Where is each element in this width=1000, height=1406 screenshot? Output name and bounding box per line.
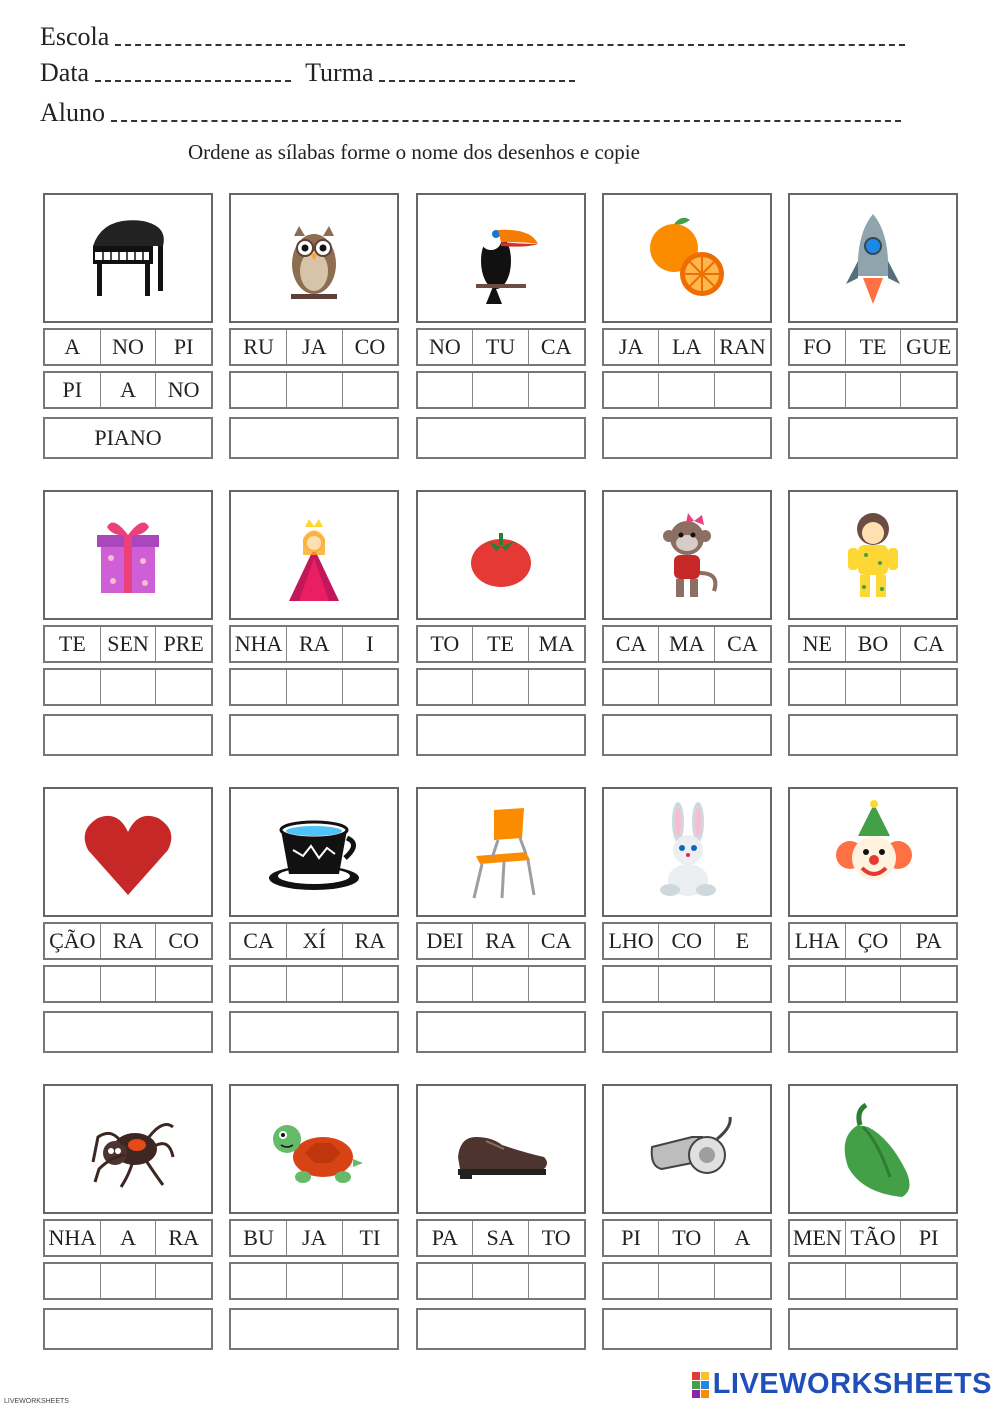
syllable-cell: BU [231,1221,287,1255]
syllable-cell: XÍ [287,924,343,958]
date-label: Data [40,58,90,87]
syllable-cell: TO [418,627,474,661]
ordered-syllable-input[interactable] [473,373,529,407]
syllable-cell: JA [604,330,660,364]
cup-icon [259,800,369,905]
ordered-syllable-input[interactable] [45,670,101,704]
syllable-cell: MA [659,627,715,661]
exercise-card [602,787,772,1063]
picture-box [788,490,958,620]
exercise-row [43,490,958,766]
orange-icon [632,206,742,311]
syllable-cell: A [101,1221,157,1255]
ordered-syllable-input[interactable] [101,670,157,704]
ordered-syllable-input[interactable] [473,670,529,704]
syllable-cell: PA [418,1221,474,1255]
picture-box [602,193,772,323]
ordered-syllable-input[interactable] [846,1264,902,1298]
brand-text: LIVEWORKSHEETS [712,1368,992,1400]
queen-icon [259,503,369,608]
ordered-syllable-input[interactable] [287,373,343,407]
ordered-syllable-input[interactable] [231,670,287,704]
picture-box [43,787,213,917]
instruction-text: Ordene as sílabas forme o nome dos desenhos e copie [188,140,640,164]
syllable-row [43,328,213,366]
syllable-row [43,1219,213,1257]
syllable-cell: RU [231,330,287,364]
ordered-syllables-row [602,1262,772,1300]
syllable-cell: BO [846,627,902,661]
syllable-cell: LHO [604,924,660,958]
ordered-syllable-input[interactable] [45,1264,101,1298]
picture-box [229,490,399,620]
picture-box [416,787,586,917]
word-answer-input[interactable] [788,714,958,756]
syllable-cell: TO [659,1221,715,1255]
ordered-syllable-input[interactable] [790,670,846,704]
syllable-cell: RA [287,627,343,661]
word-answer-input[interactable] [43,1011,213,1053]
exercise-row [43,787,958,1063]
syllable-cell: RAN [719,334,766,359]
ordered-syllable-input[interactable] [418,1264,474,1298]
ordered-syllables-row [416,1262,586,1300]
whistle-icon [632,1097,742,1202]
syllable-cell: PRE [163,631,204,656]
ordered-syllable-input[interactable] [659,373,715,407]
ordered-syllable-input[interactable] [715,1264,770,1298]
brand-logo-icon [692,1372,709,1398]
shoe-icon [446,1097,556,1202]
exercise-row [43,193,958,469]
syllable-cell: I [366,631,374,656]
syllable-cell: CA [604,627,660,661]
ordered-syllable-input[interactable] [659,670,715,704]
heart-icon [73,800,183,905]
ordered-syllables-row [229,1262,399,1300]
ordered-syllable-input[interactable] [529,1264,584,1298]
rocket-icon [818,206,928,311]
syllable-cell: JA [287,1221,343,1255]
ordered-syllables-row [602,965,772,1003]
exercise-card [229,787,399,1063]
student-label: Aluno [40,98,105,127]
ordered-syllable-input[interactable] [156,1264,211,1298]
picture-box [43,490,213,620]
ordered-syllable-input[interactable] [231,967,287,1001]
picture-box [602,490,772,620]
syllable-cell: TE [846,330,902,364]
ordered-syllable-input[interactable] [287,1264,343,1298]
word-answer-input[interactable] [416,1011,586,1053]
syllable-cell: SEN [101,627,157,661]
syllable-cell: CO [659,924,715,958]
syllable-cell: CA [913,631,944,656]
picture-box [416,490,586,620]
chair-icon [446,800,556,905]
ordered-syllable-input[interactable] [343,967,398,1001]
exercise-card [43,193,213,469]
exercise-card [229,1084,399,1360]
syllable-row [788,328,958,366]
word-answer-input[interactable] [602,1308,772,1350]
syllable-cell: CA [540,928,572,953]
ordered-syllables-row [416,965,586,1003]
exercise-row [43,1084,958,1360]
picture-box [229,787,399,917]
ordered-syllable-input[interactable] [901,1264,956,1298]
syllable-cell: A [734,1225,751,1250]
ordered-syllables-row [602,371,772,409]
exercise-card [602,193,772,469]
exercise-card [602,1084,772,1360]
student-field[interactable] [111,120,901,122]
ordered-syllable-input[interactable] [715,670,770,704]
syllable-row [602,625,772,663]
word-answer-input[interactable] [229,1011,399,1053]
turtle-icon [259,1097,369,1202]
ordered-syllable-input[interactable] [231,373,287,407]
word-answer-input[interactable] [602,417,772,459]
syllable-cell: JA [287,330,343,364]
word-answer-input[interactable] [416,714,586,756]
syllable-row [602,1219,772,1257]
exercise-card [229,193,399,469]
picture-box [43,1084,213,1214]
ordered-syllables-row [43,1262,213,1300]
ordered-syllable-input[interactable] [529,670,584,704]
pepper-icon [818,1097,928,1202]
exercise-card [416,490,586,766]
syllable-cell: NO [101,330,157,364]
ordered-syllable-input[interactable] [45,967,101,1001]
piano-icon [73,206,183,311]
syllable-cell: CA [231,924,287,958]
syllable-cell: RA [168,1225,199,1250]
syllable-row [229,1219,399,1257]
ordered-syllable-input[interactable] [473,1264,529,1298]
ordered-syllable-input[interactable] [846,373,902,407]
word-answer-input[interactable] [788,1308,958,1350]
ordered-syllable-input[interactable]: A [101,373,157,407]
syllable-cell: CA [540,334,572,359]
word-answer-input[interactable] [602,1011,772,1053]
ordered-syllable-input[interactable] [715,967,770,1001]
ordered-syllable-input[interactable] [529,373,584,407]
ordered-syllable-input[interactable] [156,967,211,1001]
ordered-syllable-input[interactable] [604,373,660,407]
syllable-cell: LHA [790,924,846,958]
class-field[interactable] [379,80,575,82]
ordered-syllable-input[interactable] [101,967,157,1001]
syllable-cell: TÃO [846,1221,902,1255]
syllable-cell: GUE [906,334,952,359]
ordered-syllable-input[interactable] [604,967,660,1001]
word-answer-input[interactable] [416,1308,586,1350]
toucan-icon [446,206,556,311]
ordered-syllable-input[interactable] [101,1264,157,1298]
syllable-row [788,625,958,663]
exercise-grid [43,193,958,1360]
picture-box [788,1084,958,1214]
exercise-card [416,193,586,469]
picture-box [229,1084,399,1214]
ordered-syllable-input[interactable] [846,967,902,1001]
syllable-row [788,922,958,960]
word-answer-input[interactable] [788,1011,958,1053]
ordered-syllable-input[interactable]: NO [167,377,200,402]
ordered-syllables-row [788,668,958,706]
syllable-cell: MEN [790,1221,846,1255]
syllable-row [43,625,213,663]
school-row [40,22,905,52]
ordered-syllable-input[interactable] [604,670,660,704]
syllable-cell: CA [727,631,758,656]
ordered-syllable-input[interactable] [846,670,902,704]
syllable-cell: TO [541,1225,571,1250]
picture-box [788,193,958,323]
ordered-syllables-row [229,371,399,409]
exercise-card [416,787,586,1063]
ordered-syllables-row [788,371,958,409]
ordered-syllable-input[interactable] [231,1264,287,1298]
ordered-syllable-input[interactable] [287,967,343,1001]
syllable-cell: PI [918,1225,939,1250]
exercise-card [788,787,958,1063]
ordered-syllables-row [43,371,213,409]
ordered-syllable-input[interactable] [473,967,529,1001]
ordered-syllable-input[interactable] [418,373,474,407]
syllable-cell: TE [45,627,101,661]
ordered-syllable-input[interactable] [901,670,956,704]
word-answer-input[interactable] [416,417,586,459]
ordered-syllables-row [43,965,213,1003]
ordered-syllables-row [788,965,958,1003]
picture-box [416,193,586,323]
school-label: Escola [40,22,110,51]
exercise-card [602,490,772,766]
syllable-row [602,922,772,960]
owl-icon [259,206,369,311]
syllable-row [416,328,586,366]
ordered-syllable-input[interactable] [287,670,343,704]
ordered-syllable-input[interactable] [790,967,846,1001]
ordered-syllables-row [788,1262,958,1300]
syllable-row [229,328,399,366]
syllable-cell: MA [538,631,574,656]
syllable-cell: PI [604,1221,660,1255]
syllable-cell: DEI [418,924,474,958]
ordered-syllable-input[interactable] [659,1264,715,1298]
gift-icon [73,503,183,608]
syllable-cell: TI [359,1225,381,1250]
ordered-syllable-input[interactable] [343,1264,398,1298]
syllable-cell: E [735,928,750,953]
syllable-cell: TE [473,627,529,661]
syllable-row [602,328,772,366]
exercise-card [43,1084,213,1360]
exercise-card [788,490,958,766]
word-answer-input[interactable]: PIANO [43,417,213,459]
ordered-syllables-row [43,668,213,706]
syllable-cell: NO [418,330,474,364]
ordered-syllable-input[interactable] [156,670,211,704]
syllable-cell: ÇÃO [45,924,101,958]
ordered-syllables-row [229,668,399,706]
ordered-syllables-row [416,371,586,409]
picture-box [602,787,772,917]
ordered-syllables-row [229,965,399,1003]
ordered-syllable-input[interactable]: PI [45,373,101,407]
doll-icon [818,503,928,608]
ordered-syllable-input[interactable] [343,373,398,407]
syllable-row [43,922,213,960]
syllable-cell: RA [473,924,529,958]
syllable-cell: RA [101,924,157,958]
exercise-card [788,193,958,469]
ordered-syllable-input[interactable] [418,670,474,704]
syllable-cell: NHA [231,627,287,661]
syllable-row [788,1219,958,1257]
syllable-cell: PI [173,334,194,359]
rabbit-icon [632,800,742,905]
syllable-cell: NE [790,627,846,661]
word-answer-input[interactable] [229,1308,399,1350]
student-row [40,98,901,128]
ordered-syllable-input[interactable] [790,1264,846,1298]
syllable-row [416,625,586,663]
exercise-card [43,787,213,1063]
footer-small-mark: LIVEWORKSHEETS [4,1398,69,1405]
ordered-syllables-row [416,668,586,706]
word-answer-input[interactable] [43,1308,213,1350]
class-label: Turma [305,58,374,87]
date-row [40,58,575,88]
syllable-cell: PA [915,928,942,953]
syllable-row [229,625,399,663]
picture-box [416,1084,586,1214]
brand-logo [692,1368,992,1401]
picture-box [229,193,399,323]
syllable-cell: A [45,330,101,364]
word-answer-input[interactable] [229,714,399,756]
word-answer-input[interactable] [788,417,958,459]
syllable-row [229,922,399,960]
syllable-cell: CO [354,334,386,359]
ordered-syllable-input[interactable] [901,373,956,407]
ordered-syllables-row [602,668,772,706]
syllable-row [416,922,586,960]
exercise-card [788,1084,958,1360]
clown-icon [818,800,928,905]
word-answer-input[interactable] [602,714,772,756]
exercise-card [416,1084,586,1360]
syllable-cell: TU [473,330,529,364]
school-field[interactable] [115,44,905,46]
picture-box [788,787,958,917]
tomato-icon [446,503,556,608]
picture-box [43,193,213,323]
spider-icon [73,1097,183,1202]
syllable-cell: CO [168,928,199,953]
ordered-syllable-input[interactable] [418,967,474,1001]
syllable-cell: FO [790,330,846,364]
syllable-cell: RA [354,928,386,953]
syllable-cell: NHA [45,1221,101,1255]
ordered-syllable-input[interactable] [901,967,956,1001]
syllable-cell: LA [659,330,715,364]
date-field[interactable] [95,80,291,82]
ordered-syllable-input[interactable] [790,373,846,407]
ordered-syllable-input[interactable] [715,373,770,407]
syllable-cell: ÇO [846,924,902,958]
syllable-row [416,1219,586,1257]
exercise-card [43,490,213,766]
syllable-cell: SA [473,1221,529,1255]
ordered-syllable-input[interactable] [529,967,584,1001]
monkey-icon [632,503,742,608]
ordered-syllable-input[interactable] [343,670,398,704]
word-answer-input[interactable] [229,417,399,459]
word-answer-input[interactable] [43,714,213,756]
ordered-syllable-input[interactable] [604,1264,660,1298]
ordered-syllable-input[interactable] [659,967,715,1001]
exercise-card [229,490,399,766]
picture-box [602,1084,772,1214]
